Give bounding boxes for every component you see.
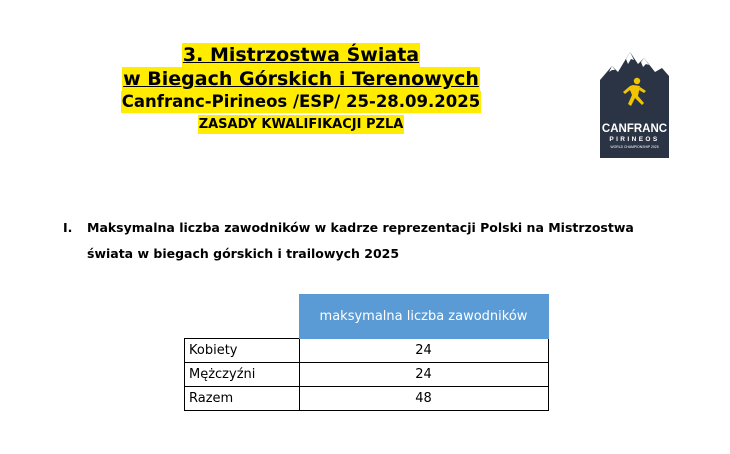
canfranc-logo: [600, 46, 669, 158]
row-label: Mężczyźni: [185, 363, 300, 387]
title-line-2: w Biegach Górskich i Terenowych: [123, 68, 479, 90]
table-corner-cell: [185, 295, 300, 339]
table-row: [185, 387, 549, 411]
title-line-4: ZASADY KWALIFIKACJI PZLA: [198, 117, 404, 132]
document-title: [0, 43, 602, 134]
row-value: 48: [299, 387, 548, 411]
section-text: Maksymalna liczba zawodników w kadrze reprezentacji Polski na Mistrzostwa świata w biegach górskich i trailowych 2025: [87, 220, 634, 261]
row-value: 24: [299, 363, 548, 387]
title-line-3: Canfranc-Pirineos /ESP/ 25-28.09.2025: [121, 92, 481, 111]
row-value: 24: [299, 339, 548, 363]
table-row: [185, 363, 549, 387]
logo-name: CANFRANC: [601, 123, 668, 135]
table-row: [185, 339, 549, 363]
table-header-row: [185, 295, 549, 339]
section-number: I.: [63, 220, 73, 235]
row-label: Kobiety: [185, 339, 300, 363]
table-header: maksymalna liczba zawodników: [299, 295, 548, 339]
logo-sub: PIRINEOS: [609, 136, 660, 143]
row-label: Razem: [185, 387, 300, 411]
logo-tagline: WORLD CHAMPIONSHIP 2025: [610, 145, 659, 149]
quota-table: [184, 294, 549, 411]
title-line-1: 3. Mistrzostwa Świata: [182, 44, 420, 66]
